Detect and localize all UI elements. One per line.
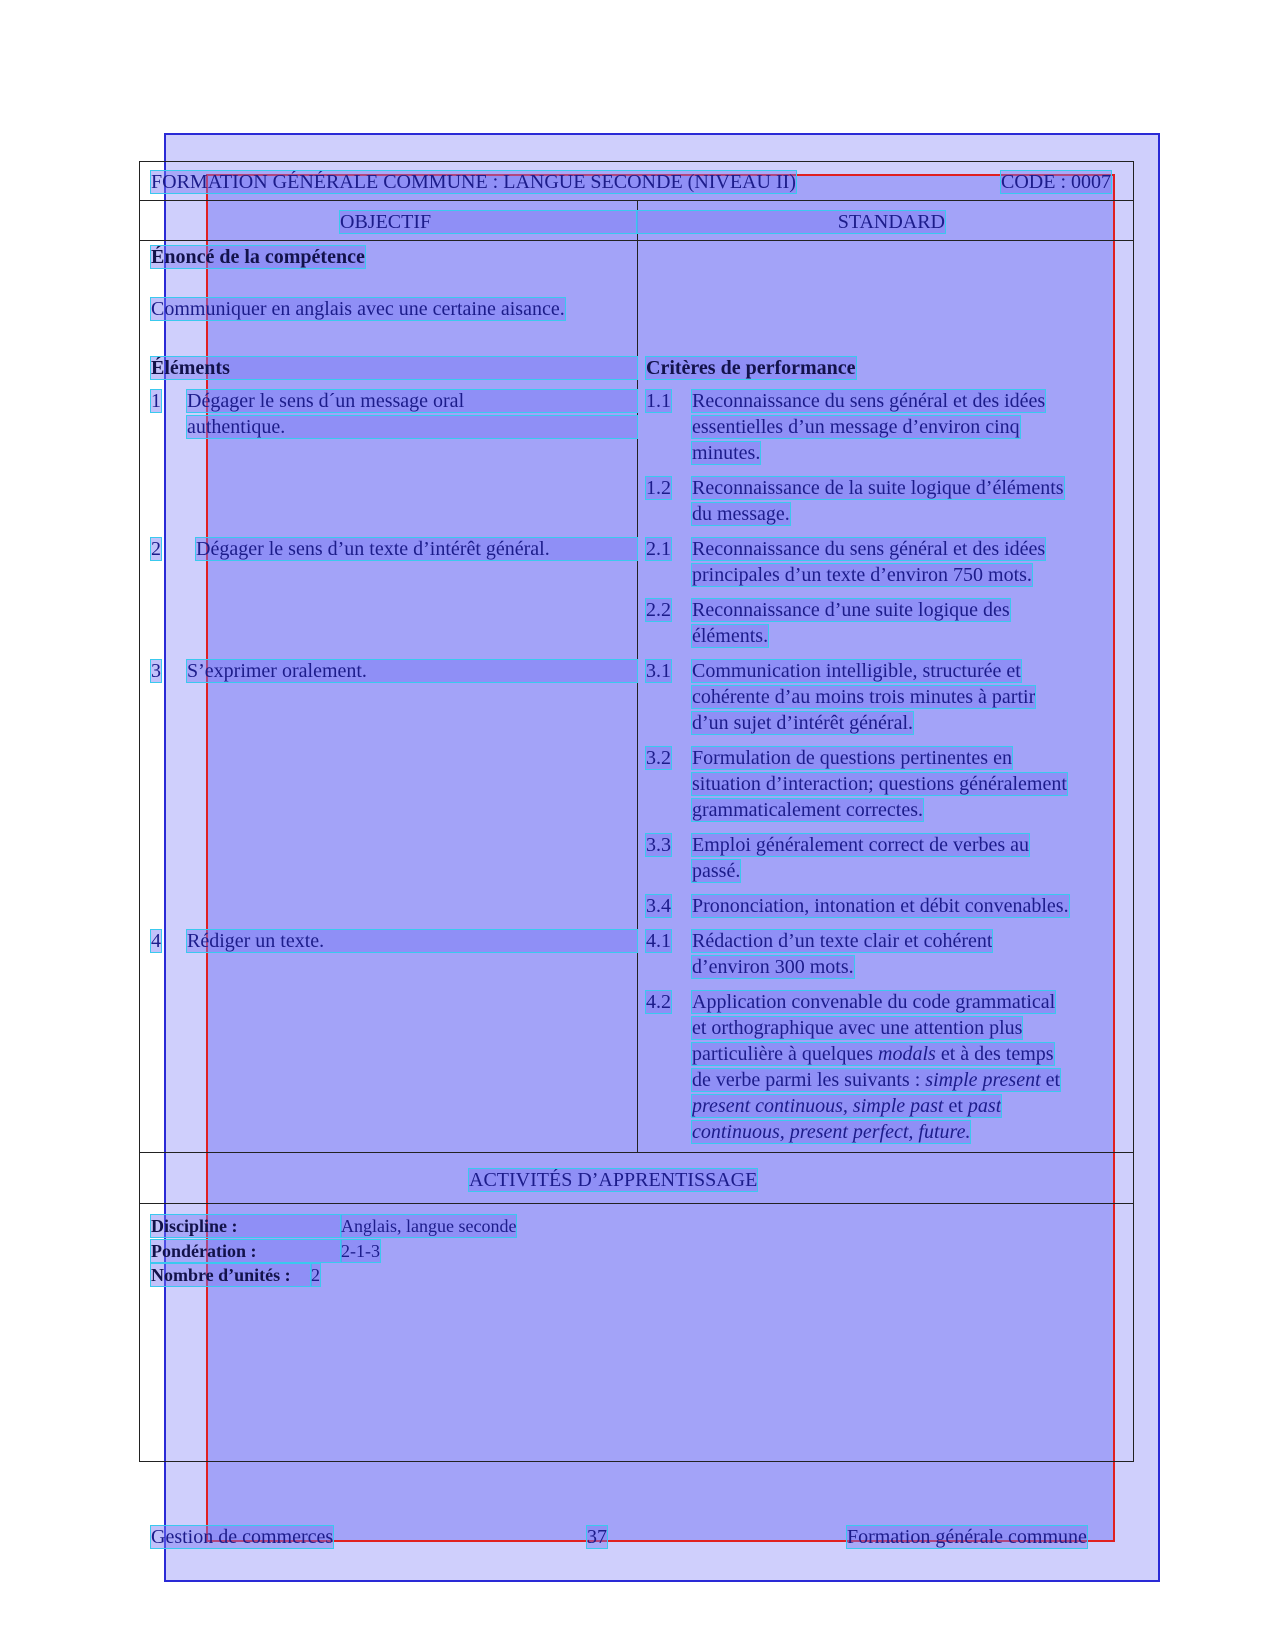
criterion-text: continuous, present perfect, future. <box>692 1121 971 1143</box>
footer-right: Formation générale commune <box>847 1526 1087 1548</box>
element-number: 1 <box>151 390 161 412</box>
criterion-text: Reconnaissance du sens général et des idées <box>692 538 1046 560</box>
criterion-text: particulière à quelques modals et à des temps <box>692 1043 1054 1065</box>
criterion-text: Rédaction d’un texte clair et cohérent <box>692 930 993 952</box>
element-number: 2 <box>151 538 161 560</box>
element-text: Dégager le sens d’un texte d’intérêt général. <box>196 538 637 560</box>
element-number: 4 <box>151 930 161 952</box>
competence-heading: Énoncé de la compétence <box>151 246 365 268</box>
criterion-text: situation d’interaction; questions généralement <box>692 773 1067 795</box>
criterion-text: minutes. <box>692 442 761 464</box>
column-objective: OBJECTIF <box>340 211 637 233</box>
criterion-text: Communication intelligible, structurée et <box>692 660 1021 682</box>
criterion-text: et orthographique avec une attention plus <box>692 1017 1023 1039</box>
criterion-text: Prononciation, intonation et débit convenables. <box>692 895 1069 917</box>
criterion-text: de verbe parmi les suivants : simple present et <box>692 1069 1061 1091</box>
criterion-text: passé. <box>692 860 741 882</box>
info-value-ponderation: 2-1-3 <box>341 1241 380 1261</box>
competence-text: Communiquer en anglais avec une certaine aisance. <box>151 298 565 320</box>
divider <box>139 1152 1134 1153</box>
criterion-text: Reconnaissance du sens général et des idées <box>692 390 1046 412</box>
header-code: CODE : 0007 <box>1001 171 1111 193</box>
criterion-number: 3.1 <box>646 660 671 682</box>
info-value-discipline: Anglais, langue seconde <box>341 1216 517 1236</box>
element-text: Rédiger un texte. <box>187 930 637 952</box>
criterion-number: 1.1 <box>646 390 671 412</box>
criterion-text: Reconnaissance de la suite logique d’éléments <box>692 477 1064 499</box>
criterion-text: d’un sujet d’intérêt général. <box>692 712 914 734</box>
element-text: authentique. <box>187 416 637 438</box>
criterion-text: cohérente d’au moins trois minutes à partir <box>692 686 1036 708</box>
info-label-ponderation: Pondération : <box>151 1240 341 1262</box>
criterion-text: du message. <box>692 503 790 525</box>
criterion-text: present continuous, simple past et past <box>692 1095 1002 1117</box>
criterion-number: 3.4 <box>646 895 671 917</box>
criterion-text: éléments. <box>692 625 769 647</box>
criterion-text: grammaticalement correctes. <box>692 799 923 821</box>
element-text: S’exprimer oralement. <box>187 660 637 682</box>
element-text: Dégager le sens d´un message oral <box>187 390 637 412</box>
footer-left: Gestion de commerces <box>151 1526 334 1548</box>
criterion-number: 2.1 <box>646 538 671 560</box>
info-value-unites: 2 <box>311 1265 320 1285</box>
criterion-number: 3.2 <box>646 747 671 769</box>
criterion-number: 1.2 <box>646 477 671 499</box>
page-number: 37 <box>587 1526 607 1548</box>
criterion-text: Application convenable du code grammatical <box>692 991 1056 1013</box>
info-label-discipline: Discipline : <box>151 1215 341 1237</box>
criterion-text: essentielles d’un message d’environ cinq <box>692 416 1020 438</box>
activities-heading: ACTIVITÉS D’APPRENTISSAGE <box>469 1169 758 1191</box>
element-number: 3 <box>151 660 161 682</box>
column-standard: STANDARD <box>637 211 945 233</box>
criterion-number: 3.3 <box>646 834 671 856</box>
criterion-text: Reconnaissance d’une suite logique des <box>692 599 1010 621</box>
criterion-number: 4.2 <box>646 991 671 1013</box>
column-divider <box>637 200 638 1152</box>
divider <box>139 1203 1134 1204</box>
elements-heading: Éléments <box>151 357 637 379</box>
criterion-text: principales d’un texte d’environ 750 mots. <box>692 564 1032 586</box>
criterion-number: 2.2 <box>646 599 671 621</box>
criterion-text: d’environ 300 mots. <box>692 956 854 978</box>
info-label-unites: Nombre d’unités : <box>151 1264 311 1286</box>
criterion-number: 4.1 <box>646 930 671 952</box>
criteria-heading: Critères de performance <box>646 357 856 379</box>
header-title: FORMATION GÉNÉRALE COMMUNE : LANGUE SECONDE (NIVEAU II) <box>151 171 796 193</box>
criterion-text: Formulation de questions pertinentes en <box>692 747 1012 769</box>
criterion-text: Emploi généralement correct de verbes au <box>692 834 1030 856</box>
